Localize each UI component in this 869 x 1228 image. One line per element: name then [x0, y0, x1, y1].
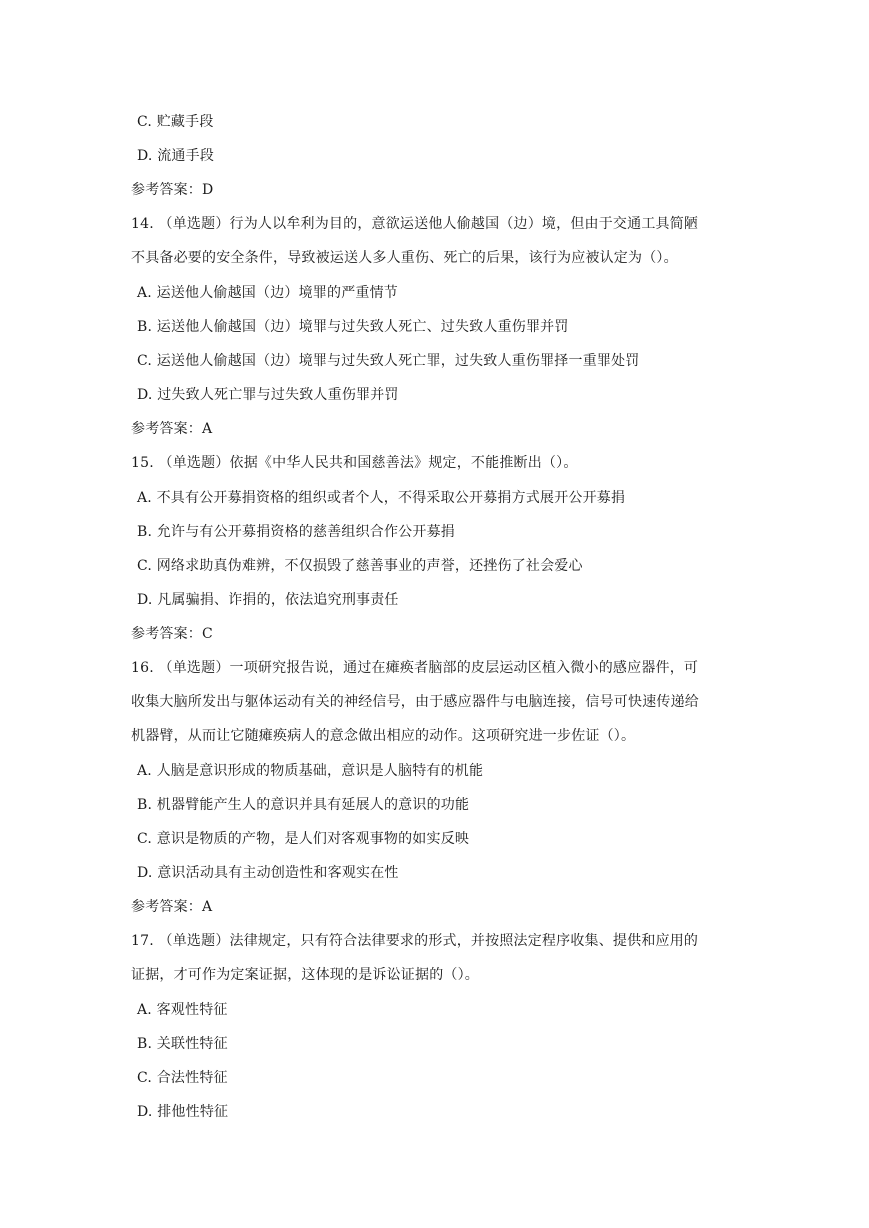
- prev-option-c: C. 贮藏手段: [137, 114, 214, 130]
- q14-option-b: B. 运送他人偷越国（边）境罪与过失致人死亡、过失致人重伤罪并罚: [137, 319, 569, 335]
- q16-answer: 参考答案：A: [131, 899, 213, 915]
- q16-stem-line-2: 收集大脑所发出与躯体运动有关的神经信号，由于感应器件与电脑连接，信号可快速传递给: [131, 694, 699, 710]
- q15-option-c: C. 网络求助真伪难辨，不仅损毁了慈善事业的声誉，还挫伤了社会爱心: [137, 558, 583, 574]
- q16-stem-line-3: 机器臂，从而让它随瘫痪病人的意念做出相应的动作。这项研究进一步佐证（）。: [131, 728, 636, 744]
- q17-option-a: A. 客观性特征: [137, 1002, 228, 1018]
- q15-option-d: D. 凡属骗捐、诈捐的，依法追究刑事责任: [137, 592, 399, 608]
- q16-option-b: B. 机器臂能产生人的意识并具有延展人的意识的功能: [137, 797, 470, 813]
- q15-stem-line-1: 15. （单选题）依据《中华人民共和国慈善法》规定，不能推断出（）。: [131, 455, 578, 471]
- q15-option-b: B. 允许与有公开募捐资格的慈善组织合作公开募捐: [137, 524, 455, 540]
- q15-answer: 参考答案：C: [131, 626, 213, 642]
- q14-option-c: C. 运送他人偷越国（边）境罪与过失致人死亡罪，过失致人重伤罪择一重罪处罚: [137, 353, 640, 369]
- q16-option-d: D. 意识活动具有主动创造性和客观实在性: [137, 865, 399, 881]
- q16-option-a: A. 人脑是意识形成的物质基础，意识是人脑特有的机能: [137, 763, 484, 779]
- q14-answer: 参考答案：A: [131, 421, 213, 437]
- q15-option-a: A. 不具有公开募捐资格的组织或者个人，不得采取公开募捐方式展开公开募捐: [137, 490, 626, 506]
- prev-option-d: D. 流通手段: [137, 148, 215, 164]
- q14-stem-line-1: 14. （单选题）行为人以牟利为目的，意欲运送他人偷越国（边）境，但由于交通工具简陋: [131, 216, 699, 232]
- q14-option-d: D. 过失致人死亡罪与过失致人重伤罪并罚: [137, 387, 399, 403]
- q17-stem-line-2: 证据，才可作为定案证据，这体现的是诉讼证据的（）。: [131, 967, 479, 983]
- q16-stem-line-1: 16. （单选题）一项研究报告说，通过在瘫痪者脑部的皮层运动区植入微小的感应器件，可: [131, 660, 699, 676]
- q14-option-a: A. 运送他人偷越国（边）境罪的严重情节: [137, 285, 399, 301]
- q17-option-d: D. 排他性特征: [137, 1104, 229, 1120]
- q17-option-b: B. 关联性特征: [137, 1036, 228, 1052]
- q14-stem-line-2: 不具备必要的安全条件，导致被运送人多人重伤、死亡的后果，该行为应被认定为（）。: [131, 250, 678, 266]
- q16-option-c: C. 意识是物质的产物，是人们对客观事物的如实反映: [137, 831, 470, 847]
- prev-answer: 参考答案：D: [131, 182, 214, 198]
- q17-option-c: C. 合法性特征: [137, 1070, 228, 1086]
- q17-stem-line-1: 17. （单选题）法律规定，只有符合法律要求的形式，并按照法定程序收集、提供和应用的: [131, 933, 699, 949]
